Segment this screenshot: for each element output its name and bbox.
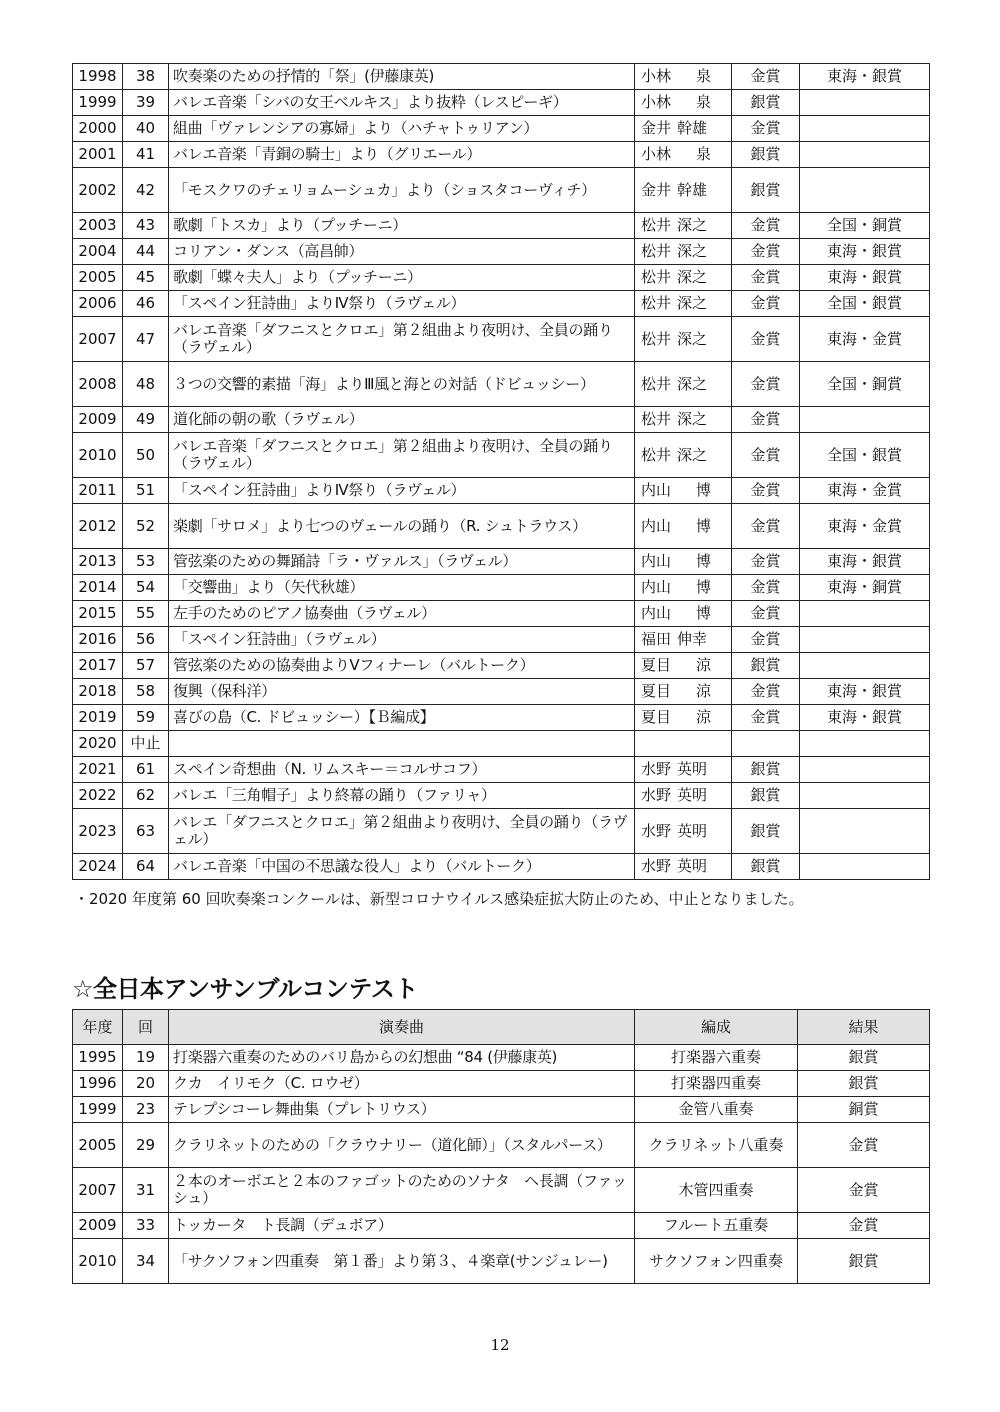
year-cell: 2023 bbox=[73, 809, 123, 854]
conductor-cell bbox=[635, 653, 732, 679]
result-cell: 銀賞 bbox=[732, 168, 800, 213]
round-cell: 49 bbox=[123, 407, 169, 433]
conductor-given-name: 深之 bbox=[677, 294, 708, 312]
result-cell: 金賞 bbox=[732, 705, 800, 731]
result-cell: 銀賞 bbox=[732, 653, 800, 679]
conductor-given-name: 博 bbox=[696, 481, 712, 499]
column-header-formation: 編成 bbox=[635, 1010, 798, 1045]
conductor-family-name: 小林 bbox=[641, 145, 672, 163]
conductor-given-name: 博 bbox=[696, 604, 712, 622]
table-row bbox=[73, 1213, 930, 1239]
regional-result-cell: 全国・銅賞 bbox=[800, 362, 930, 407]
result-cell: 銀賞 bbox=[732, 757, 800, 783]
table-row bbox=[73, 1097, 930, 1123]
year-cell: 1999 bbox=[73, 1097, 123, 1123]
formation-cell: 打楽器四重奏 bbox=[635, 1071, 798, 1097]
conductor-given-name: 泉 bbox=[696, 145, 712, 163]
regional-result-cell bbox=[800, 90, 930, 116]
conductor-family-name: 松井 bbox=[641, 216, 672, 234]
conductor-family-name: 水野 bbox=[641, 760, 672, 778]
table-row bbox=[73, 1239, 930, 1284]
regional-result-cell: 東海・銀賞 bbox=[800, 679, 930, 705]
conductor-given-name: 深之 bbox=[677, 410, 708, 428]
result-cell: 銀賞 bbox=[732, 142, 800, 168]
column-header-year: 年度 bbox=[73, 1010, 123, 1045]
piece-cell: テレプシコーレ舞曲集（プレトリウス） bbox=[169, 1097, 635, 1123]
conductor-family-name: 松井 bbox=[641, 410, 672, 428]
conductor-cell bbox=[635, 116, 732, 142]
year-cell: 2002 bbox=[73, 168, 123, 213]
table-row bbox=[73, 1123, 930, 1168]
year-cell: 1995 bbox=[73, 1045, 123, 1071]
conductor-family-name: 内山 bbox=[641, 604, 672, 622]
conductor-cell bbox=[635, 317, 732, 362]
piece-cell: 左手のためのピアノ協奏曲（ラヴェル） bbox=[169, 601, 635, 627]
regional-result-cell: 東海・金賞 bbox=[800, 478, 930, 504]
conductor-family-name: 夏目 bbox=[641, 682, 672, 700]
round-cell: 34 bbox=[123, 1239, 169, 1284]
result-cell: 金賞 bbox=[732, 433, 800, 478]
conductor-cell bbox=[635, 433, 732, 478]
table-row bbox=[73, 627, 930, 653]
year-cell: 2013 bbox=[73, 549, 123, 575]
column-header-piece: 演奏曲 bbox=[169, 1010, 635, 1045]
conductor-family-name: 松井 bbox=[641, 242, 672, 260]
piece-cell: 歌劇「トスカ」より（プッチーニ） bbox=[169, 213, 635, 239]
round-cell: 58 bbox=[123, 679, 169, 705]
table-row bbox=[73, 90, 930, 116]
conductor-given-name: 英明 bbox=[677, 760, 708, 778]
piece-cell: 「交響曲」より（矢代秋雄） bbox=[169, 575, 635, 601]
regional-result-cell: 東海・銅賞 bbox=[800, 575, 930, 601]
table-row bbox=[73, 653, 930, 679]
year-cell: 2007 bbox=[73, 1168, 123, 1213]
result-cell: 銀賞 bbox=[732, 854, 800, 880]
year-cell: 1996 bbox=[73, 1071, 123, 1097]
conductor-family-name: 福田 bbox=[641, 630, 672, 648]
conductor-cell bbox=[635, 783, 732, 809]
formation-cell: 打楽器六重奏 bbox=[635, 1045, 798, 1071]
piece-cell bbox=[169, 731, 635, 757]
table-row bbox=[73, 362, 930, 407]
conductor-cell bbox=[635, 575, 732, 601]
regional-result-cell bbox=[800, 116, 930, 142]
piece-cell: 復興（保科洋） bbox=[169, 679, 635, 705]
concours-table-body bbox=[73, 64, 930, 880]
round-cell: 64 bbox=[123, 854, 169, 880]
piece-cell: クラリネットのための「クラウナリー（道化師）」（スタルパース） bbox=[169, 1123, 635, 1168]
result-cell: 金賞 bbox=[732, 549, 800, 575]
round-cell: 63 bbox=[123, 809, 169, 854]
round-cell: 38 bbox=[123, 64, 169, 90]
year-cell: 2017 bbox=[73, 653, 123, 679]
regional-result-cell bbox=[800, 731, 930, 757]
piece-cell: バレエ「三角帽子」より終幕の踊り（ファリャ） bbox=[169, 783, 635, 809]
year-cell: 2000 bbox=[73, 116, 123, 142]
piece-cell: 「サクソフォン四重奏 第１番」より第３、４楽章(サンジュレー) bbox=[169, 1239, 635, 1284]
result-cell: 金賞 bbox=[732, 627, 800, 653]
table-row bbox=[73, 809, 930, 854]
year-cell: 1998 bbox=[73, 64, 123, 90]
year-cell: 2011 bbox=[73, 478, 123, 504]
ensemble-results-table bbox=[72, 1009, 930, 1284]
table-row bbox=[73, 1168, 930, 1213]
year-cell: 2001 bbox=[73, 142, 123, 168]
conductor-given-name: 深之 bbox=[677, 445, 708, 464]
piece-cell: バレエ音楽「ダフニスとクロエ」第２組曲より夜明け、全員の踊り（ラヴェル） bbox=[169, 433, 635, 478]
conductor-given-name: 涼 bbox=[696, 656, 712, 674]
round-cell: 19 bbox=[123, 1045, 169, 1071]
formation-cell: 金管八重奏 bbox=[635, 1097, 798, 1123]
regional-result-cell: 東海・銀賞 bbox=[800, 64, 930, 90]
round-cell: 54 bbox=[123, 575, 169, 601]
round-cell: 39 bbox=[123, 90, 169, 116]
result-cell: 金賞 bbox=[732, 601, 800, 627]
result-cell: 金賞 bbox=[732, 213, 800, 239]
table-row bbox=[73, 116, 930, 142]
conductor-cell bbox=[635, 90, 732, 116]
result-cell: 銅賞 bbox=[798, 1097, 930, 1123]
ensemble-header-row bbox=[73, 1010, 930, 1045]
regional-result-cell bbox=[800, 142, 930, 168]
year-cell: 2015 bbox=[73, 601, 123, 627]
piece-cell: バレエ音楽「ダフニスとクロエ」第２組曲より夜明け、全員の踊り（ラヴェル） bbox=[169, 317, 635, 362]
regional-result-cell bbox=[800, 601, 930, 627]
conductor-family-name: 松井 bbox=[641, 374, 672, 393]
result-cell: 金賞 bbox=[732, 317, 800, 362]
table-row bbox=[73, 265, 930, 291]
ensemble-section-heading: ☆全日本アンサンブルコンテスト bbox=[72, 975, 418, 1003]
conductor-given-name: 博 bbox=[696, 552, 712, 570]
conductor-given-name: 博 bbox=[696, 516, 712, 535]
round-cell: 56 bbox=[123, 627, 169, 653]
round-cell: 23 bbox=[123, 1097, 169, 1123]
conductor-cell bbox=[635, 705, 732, 731]
round-cell: 45 bbox=[123, 265, 169, 291]
table-row bbox=[73, 142, 930, 168]
round-cell: 46 bbox=[123, 291, 169, 317]
year-cell: 2014 bbox=[73, 575, 123, 601]
piece-cell: ３つの交響的素描「海」よりⅢ風と海との対話（ドビュッシー） bbox=[169, 362, 635, 407]
result-cell: 金賞 bbox=[732, 64, 800, 90]
result-cell: 銀賞 bbox=[732, 783, 800, 809]
conductor-cell bbox=[635, 504, 732, 549]
conductor-cell bbox=[635, 362, 732, 407]
conductor-cell bbox=[635, 239, 732, 265]
round-cell: 57 bbox=[123, 653, 169, 679]
column-header-result: 結果 bbox=[798, 1010, 930, 1045]
table-row bbox=[73, 291, 930, 317]
formation-cell: フルート五重奏 bbox=[635, 1213, 798, 1239]
conductor-given-name: 幹雄 bbox=[677, 119, 708, 137]
round-cell: 47 bbox=[123, 317, 169, 362]
year-cell: 2018 bbox=[73, 679, 123, 705]
round-cell: 51 bbox=[123, 478, 169, 504]
round-cell: 62 bbox=[123, 783, 169, 809]
piece-cell: バレエ「ダフニスとクロエ」第２組曲より夜明け、全員の踊り（ラヴェル） bbox=[169, 809, 635, 854]
result-cell: 銀賞 bbox=[732, 90, 800, 116]
year-cell: 2005 bbox=[73, 1123, 123, 1168]
year-cell: 2010 bbox=[73, 433, 123, 478]
year-cell: 2006 bbox=[73, 291, 123, 317]
regional-result-cell bbox=[800, 627, 930, 653]
regional-result-cell: 東海・銀賞 bbox=[800, 549, 930, 575]
conductor-family-name: 松井 bbox=[641, 445, 672, 464]
result-cell: 金賞 bbox=[732, 478, 800, 504]
conductor-given-name: 泉 bbox=[696, 67, 712, 85]
conductor-family-name: 夏目 bbox=[641, 708, 672, 726]
table-row bbox=[73, 504, 930, 549]
year-cell: 2020 bbox=[73, 731, 123, 757]
conductor-cell bbox=[635, 757, 732, 783]
concours-results-table bbox=[72, 63, 930, 880]
conductor-cell bbox=[635, 478, 732, 504]
piece-cell: コリアン・ダンス（高昌帥） bbox=[169, 239, 635, 265]
conductor-family-name: 内山 bbox=[641, 516, 672, 535]
conductor-cell bbox=[635, 265, 732, 291]
table-row bbox=[73, 168, 930, 213]
ensemble-table-body bbox=[73, 1045, 930, 1284]
regional-result-cell: 全国・銅賞 bbox=[800, 213, 930, 239]
round-cell: 40 bbox=[123, 116, 169, 142]
conductor-family-name: 水野 bbox=[641, 857, 672, 875]
round-cell: 59 bbox=[123, 705, 169, 731]
round-cell: 48 bbox=[123, 362, 169, 407]
conductor-given-name: 英明 bbox=[677, 821, 708, 840]
table-row bbox=[73, 433, 930, 478]
year-cell: 2004 bbox=[73, 239, 123, 265]
round-cell: 29 bbox=[123, 1123, 169, 1168]
piece-cell: バレエ音楽「青銅の騎士」より（グリエール） bbox=[169, 142, 635, 168]
conductor-cell bbox=[635, 809, 732, 854]
formation-cell: 木管四重奏 bbox=[635, 1168, 798, 1213]
conductor-family-name: 松井 bbox=[641, 268, 672, 286]
piece-cell: バレエ音楽「シバの女王ベルキス」より抜粋（レスピーギ） bbox=[169, 90, 635, 116]
table-row bbox=[73, 1045, 930, 1071]
year-cell: 2019 bbox=[73, 705, 123, 731]
round-cell: 42 bbox=[123, 168, 169, 213]
result-cell: 金賞 bbox=[732, 575, 800, 601]
conductor-family-name: 水野 bbox=[641, 786, 672, 804]
piece-cell: 「スペイン狂詩曲」よりⅣ祭り（ラヴェル） bbox=[169, 291, 635, 317]
regional-result-cell bbox=[800, 168, 930, 213]
piece-cell: スペイン奇想曲（N. リムスキー＝コルサコフ） bbox=[169, 757, 635, 783]
conductor-cell bbox=[635, 291, 732, 317]
conductor-cell bbox=[635, 627, 732, 653]
conductor-given-name: 深之 bbox=[677, 268, 708, 286]
conductor-family-name: 松井 bbox=[641, 329, 672, 348]
page-number: 12 bbox=[490, 1336, 510, 1354]
piece-cell: 「スペイン狂詩曲」（ラヴェル） bbox=[169, 627, 635, 653]
conductor-family-name: 小林 bbox=[641, 67, 672, 85]
conductor-given-name: 深之 bbox=[677, 329, 708, 348]
result-cell: 銀賞 bbox=[798, 1045, 930, 1071]
conductor-family-name: 松井 bbox=[641, 294, 672, 312]
table-row bbox=[73, 757, 930, 783]
conductor-family-name: 水野 bbox=[641, 821, 672, 840]
piece-cell: クカ イリモク（C. ロウゼ） bbox=[169, 1071, 635, 1097]
piece-cell: 喜びの島（C. ドビュッシー）【Ｂ編成】 bbox=[169, 705, 635, 731]
result-cell: 銀賞 bbox=[798, 1239, 930, 1284]
conductor-family-name: 内山 bbox=[641, 578, 672, 596]
conductor-family-name: 内山 bbox=[641, 481, 672, 499]
round-cell: 中止 bbox=[123, 731, 169, 757]
conductor-cell bbox=[635, 407, 732, 433]
conductor-given-name: 幹雄 bbox=[677, 180, 708, 199]
formation-cell: クラリネット八重奏 bbox=[635, 1123, 798, 1168]
table-row bbox=[73, 783, 930, 809]
conductor-given-name: 深之 bbox=[677, 216, 708, 234]
result-cell: 金賞 bbox=[732, 362, 800, 407]
conductor-family-name: 内山 bbox=[641, 552, 672, 570]
regional-result-cell: 東海・金賞 bbox=[800, 317, 930, 362]
table-row bbox=[73, 731, 930, 757]
column-header-round: 回 bbox=[123, 1010, 169, 1045]
conductor-cell bbox=[635, 679, 732, 705]
conductor-family-name: 金井 bbox=[641, 180, 672, 199]
table-row bbox=[73, 601, 930, 627]
table-row bbox=[73, 407, 930, 433]
year-cell: 2005 bbox=[73, 265, 123, 291]
regional-result-cell: 東海・銀賞 bbox=[800, 705, 930, 731]
round-cell: 31 bbox=[123, 1168, 169, 1213]
piece-cell: トッカータ ト長調（デュボア） bbox=[169, 1213, 635, 1239]
piece-cell: ２本のオーボエと２本のファゴットのためのソナタ ヘ長調（ファッシュ） bbox=[169, 1168, 635, 1213]
conductor-cell bbox=[635, 213, 732, 239]
table-row bbox=[73, 213, 930, 239]
year-cell: 2022 bbox=[73, 783, 123, 809]
result-cell: 金賞 bbox=[732, 291, 800, 317]
regional-result-cell bbox=[800, 854, 930, 880]
result-cell: 金賞 bbox=[732, 504, 800, 549]
result-cell: 金賞 bbox=[732, 679, 800, 705]
year-cell: 2009 bbox=[73, 407, 123, 433]
conductor-given-name: 英明 bbox=[677, 857, 708, 875]
result-cell: 銀賞 bbox=[732, 809, 800, 854]
year-cell: 2003 bbox=[73, 213, 123, 239]
formation-cell: サクソフォン四重奏 bbox=[635, 1239, 798, 1284]
result-cell bbox=[732, 731, 800, 757]
conductor-cell bbox=[635, 854, 732, 880]
regional-result-cell bbox=[800, 407, 930, 433]
result-cell: 金賞 bbox=[798, 1213, 930, 1239]
round-cell: 41 bbox=[123, 142, 169, 168]
regional-result-cell: 東海・銀賞 bbox=[800, 239, 930, 265]
result-cell: 金賞 bbox=[732, 265, 800, 291]
regional-result-cell: 東海・銀賞 bbox=[800, 265, 930, 291]
year-cell: 2016 bbox=[73, 627, 123, 653]
round-cell: 52 bbox=[123, 504, 169, 549]
year-cell: 2021 bbox=[73, 757, 123, 783]
conductor-given-name: 英明 bbox=[677, 786, 708, 804]
conductor-cell bbox=[635, 168, 732, 213]
year-cell: 2024 bbox=[73, 854, 123, 880]
table-row bbox=[73, 1071, 930, 1097]
conductor-given-name: 深之 bbox=[677, 242, 708, 260]
table-row bbox=[73, 679, 930, 705]
result-cell: 金賞 bbox=[798, 1123, 930, 1168]
conductor-family-name: 金井 bbox=[641, 119, 672, 137]
regional-result-cell: 全国・銀賞 bbox=[800, 291, 930, 317]
round-cell: 50 bbox=[123, 433, 169, 478]
result-cell: 金賞 bbox=[798, 1168, 930, 1213]
result-cell: 金賞 bbox=[732, 239, 800, 265]
table-row bbox=[73, 705, 930, 731]
piece-cell: バレエ音楽「中国の不思議な役人」より（バルトーク） bbox=[169, 854, 635, 880]
piece-cell: 打楽器六重奏のためのバリ島からの幻想曲 “84 (伊藤康英) bbox=[169, 1045, 635, 1071]
conductor-given-name: 涼 bbox=[696, 682, 712, 700]
piece-cell: 楽劇「サロメ」より七つのヴェールの踊り（R. シュトラウス） bbox=[169, 504, 635, 549]
conductor-family-name: 小林 bbox=[641, 93, 672, 111]
piece-cell: 吹奏楽のための抒情的「祭」(伊藤康英) bbox=[169, 64, 635, 90]
table-row bbox=[73, 239, 930, 265]
year-cell: 2008 bbox=[73, 362, 123, 407]
regional-result-cell: 全国・銀賞 bbox=[800, 433, 930, 478]
regional-result-cell bbox=[800, 809, 930, 854]
year-cell: 2010 bbox=[73, 1239, 123, 1284]
table-row bbox=[73, 575, 930, 601]
concours-footnote: ・2020 年度第 60 回吹奏楽コンクールは、新型コロナウイルス感染症拡大防止のため、中止となりました。 bbox=[74, 890, 804, 908]
piece-cell: 歌劇「蝶々夫人」より（プッチーニ） bbox=[169, 265, 635, 291]
conductor-given-name: 伸幸 bbox=[677, 630, 708, 648]
result-cell: 金賞 bbox=[732, 407, 800, 433]
conductor-given-name: 涼 bbox=[696, 708, 712, 726]
table-row bbox=[73, 64, 930, 90]
conductor-family-name: 夏目 bbox=[641, 656, 672, 674]
round-cell: 44 bbox=[123, 239, 169, 265]
conductor-given-name: 博 bbox=[696, 578, 712, 596]
table-row bbox=[73, 317, 930, 362]
piece-cell: 「スペイン狂詩曲」よりⅣ祭り（ラヴェル） bbox=[169, 478, 635, 504]
piece-cell: 管弦楽のための舞踊詩「ラ・ヴァルス」（ラヴェル） bbox=[169, 549, 635, 575]
conductor-cell bbox=[635, 601, 732, 627]
conductor-given-name: 深之 bbox=[677, 374, 708, 393]
table-row bbox=[73, 549, 930, 575]
regional-result-cell bbox=[800, 783, 930, 809]
round-cell: 20 bbox=[123, 1071, 169, 1097]
conductor-cell bbox=[635, 64, 732, 90]
regional-result-cell bbox=[800, 653, 930, 679]
conductor-given-name: 泉 bbox=[696, 93, 712, 111]
year-cell: 2009 bbox=[73, 1213, 123, 1239]
conductor-cell bbox=[635, 731, 732, 757]
round-cell: 43 bbox=[123, 213, 169, 239]
round-cell: 61 bbox=[123, 757, 169, 783]
conductor-cell bbox=[635, 142, 732, 168]
year-cell: 1999 bbox=[73, 90, 123, 116]
year-cell: 2007 bbox=[73, 317, 123, 362]
table-row bbox=[73, 478, 930, 504]
piece-cell: 管弦楽のための協奏曲よりⅤフィナーレ（バルトーク） bbox=[169, 653, 635, 679]
table-row bbox=[73, 854, 930, 880]
regional-result-cell: 東海・金賞 bbox=[800, 504, 930, 549]
round-cell: 33 bbox=[123, 1213, 169, 1239]
regional-result-cell bbox=[800, 757, 930, 783]
round-cell: 55 bbox=[123, 601, 169, 627]
round-cell: 53 bbox=[123, 549, 169, 575]
piece-cell: 道化師の朝の歌（ラヴェル） bbox=[169, 407, 635, 433]
piece-cell: 「モスクワのチェリョムーシュカ」より（ショスタコーヴィチ） bbox=[169, 168, 635, 213]
result-cell: 銀賞 bbox=[798, 1071, 930, 1097]
piece-cell: 組曲「ヴァレンシアの寡婦」より（ハチャトゥリアン） bbox=[169, 116, 635, 142]
year-cell: 2012 bbox=[73, 504, 123, 549]
result-cell: 金賞 bbox=[732, 116, 800, 142]
conductor-cell bbox=[635, 549, 732, 575]
